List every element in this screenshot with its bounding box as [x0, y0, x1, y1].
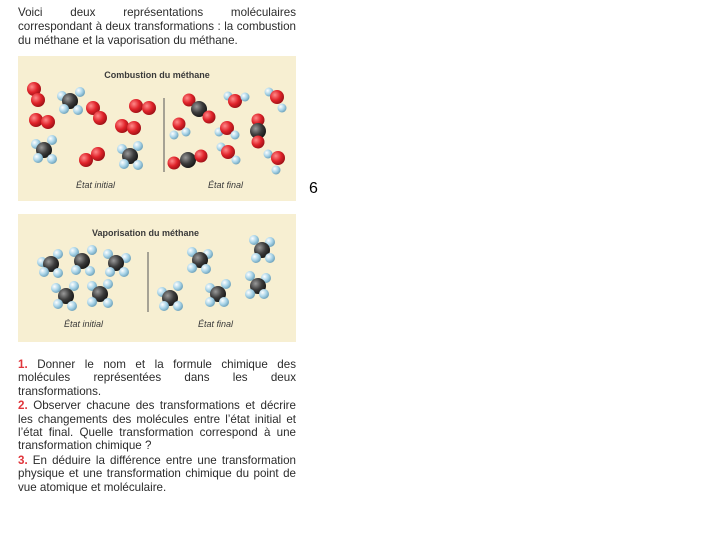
water-molecule — [224, 92, 250, 109]
vaporisation-illustration — [18, 214, 296, 342]
water-molecule — [170, 118, 191, 140]
methane-molecule — [157, 281, 183, 311]
dioxygen-molecule — [79, 147, 105, 167]
combustion-illustration — [18, 56, 296, 201]
question-text: En déduire la différence entre une transformation physique et une transformation chimique du point de vue atomique et moléculaire. — [18, 453, 296, 494]
water-molecule — [265, 88, 287, 113]
question-3 — [18, 454, 296, 494]
questions-list — [18, 358, 296, 495]
page-number: 6 — [309, 180, 318, 197]
methane-molecule — [51, 281, 79, 311]
methane-molecule — [57, 87, 85, 115]
question-number: 2. — [18, 399, 28, 413]
methane-molecule — [37, 249, 63, 278]
methane-molecule — [103, 249, 131, 277]
water-molecule — [217, 143, 241, 165]
carbon-dioxide-molecule — [183, 94, 216, 124]
combustion-title: Combustion du méthane — [104, 70, 210, 80]
vaporisation-initial-label: État initial — [64, 319, 104, 329]
combustion-panel — [18, 56, 296, 201]
methane-molecule — [187, 247, 213, 274]
water-molecule — [264, 150, 286, 175]
combustion-initial-label: État initial — [76, 180, 116, 190]
methane-molecule — [69, 245, 97, 276]
vaporisation-panel — [18, 214, 296, 342]
methane-molecule — [87, 279, 113, 308]
question-number: 1. — [18, 358, 28, 371]
water-molecule — [215, 121, 240, 140]
question-text: Donner le nom et la formule chimique des molécules représentées dans les deux transformations. — [18, 358, 296, 398]
dioxygen-molecule — [86, 101, 107, 125]
methane-molecule — [249, 235, 275, 263]
question-text: Observer chacune des transformations et décrire les changements des molécules entre l’état initial et l’état final. Quelle transformation correspond à une transformation chimique ? — [18, 399, 296, 453]
question-2 — [18, 399, 296, 453]
dioxygen-molecule — [27, 82, 45, 107]
dioxygen-molecule — [29, 113, 55, 129]
methane-molecule — [205, 279, 231, 307]
question-number: 3. — [18, 453, 28, 467]
vaporisation-final-label: État final — [198, 319, 234, 329]
vaporisation-title: Vaporisation du méthane — [92, 228, 200, 238]
intro-text: Voici deux représentations moléculaires correspondant à deux transformations : la combustion du méthane et la vaporisation du méthane. — [18, 6, 296, 47]
combustion-final-label: État final — [208, 180, 244, 190]
carbon-dioxide-molecule — [168, 150, 208, 170]
dioxygen-molecule — [129, 99, 156, 115]
methane-molecule — [31, 135, 57, 164]
dioxygen-molecule — [115, 119, 141, 135]
question-1 — [18, 358, 296, 398]
carbon-dioxide-molecule — [250, 114, 266, 149]
methane-molecule — [245, 271, 271, 299]
methane-molecule — [117, 141, 143, 170]
